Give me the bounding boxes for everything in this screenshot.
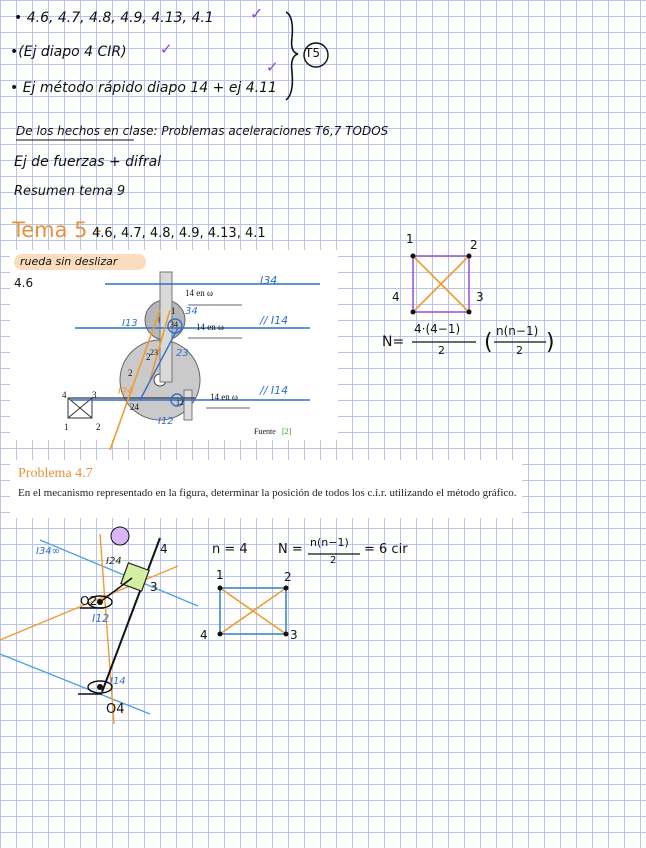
label-i12: I12 (158, 416, 174, 427)
fig2-label-i34: I34∞ (36, 546, 61, 557)
graph1-formula-num: 4·(4−1) (414, 322, 461, 336)
pt-3: 3 (92, 390, 97, 400)
graph1-formula-lhs: N= (382, 334, 405, 350)
tema-exercise-list: 4.6, 4.7, 4.8, 4.9, 4.13, 4.1 (92, 226, 266, 241)
note-resumen: Resumen tema 9 (14, 184, 126, 199)
pt-12: 12 (176, 398, 184, 407)
check-mark-3: ✓ (266, 58, 279, 76)
cir-graph-2 (214, 582, 294, 642)
problem-title: Problema 4.7 (18, 466, 93, 481)
tema-title: Tema 5 - (12, 218, 102, 242)
note-diapo-4: •(Ej diapo 4 CIR) (10, 44, 127, 60)
graph2-formula-rhs: = 6 cir (364, 542, 408, 557)
graph2-formula-den: 2 (330, 555, 337, 566)
graph1-node-2: 2 (470, 238, 478, 252)
label-34-blue: 34 (185, 306, 198, 317)
pt-2c: 2 (96, 422, 101, 432)
highlight-text: rueda sin deslizar (20, 255, 118, 268)
dim-top: 14 en ω (185, 288, 213, 298)
underline-clase (16, 138, 136, 142)
graph2-n-label: n = 4 (212, 542, 248, 557)
check-mark-1: ✓ (250, 4, 264, 23)
note-fuerzas: Ej de fuerzas + difral (14, 154, 162, 170)
graph2-formula-lhs: N = (278, 542, 303, 557)
pt-2b: 2 (128, 368, 133, 378)
label-i13: I13 (122, 318, 138, 329)
figure-4-6 (10, 250, 338, 440)
fig2-o2: O2 (80, 594, 98, 608)
note-aceleraciones: De los hechos en clase: Problemas aceleraciones T6,7 TODOS (16, 124, 389, 138)
mechanism-drawing-1 (10, 250, 338, 440)
graph1-formula-den: 2 (438, 344, 445, 357)
pt-34: 34 (170, 320, 178, 329)
graph2-node-4: 4 (200, 628, 208, 642)
graph1-node-4: 4 (392, 290, 400, 304)
pt-1: 1 (171, 306, 176, 316)
pt-23: 23 (150, 348, 158, 357)
paren-close: ) (546, 330, 555, 355)
fig2-label-i14: I14 (110, 676, 126, 687)
dim-bot: 14 en ω (210, 392, 238, 402)
fig2-label-i12: I12 (92, 612, 110, 625)
note-metodo-rapido: • Ej método rápido diapo 14 + ej 4.11 (10, 80, 277, 96)
fig2-label-i24: I24 (106, 556, 122, 567)
graph2-node-1: 1 (216, 568, 224, 582)
fig2-node-4: 4 (160, 542, 168, 556)
graph1-node-1: 1 (406, 232, 414, 246)
graph1-formula2-num: n(n−1) (496, 324, 539, 338)
pt-1b: 1 (64, 422, 69, 432)
label-23-blue: 23 (176, 348, 189, 359)
pt-2: 2 (146, 352, 151, 362)
paren-open: ( (484, 330, 493, 355)
graph2-formula-num: n(n−1) (310, 536, 349, 549)
cir-graph-1 (405, 248, 485, 328)
exercise-label: 4.6 (14, 276, 34, 290)
pt-4: 4 (62, 390, 67, 400)
brace-label: T5 (305, 46, 320, 60)
label-i14-a: // I14 (260, 314, 289, 327)
graph2-node-2: 2 (284, 570, 292, 584)
problem-box (10, 460, 522, 518)
pt-24: 24 (130, 402, 139, 412)
dim-mid: 14 en ω (196, 322, 224, 332)
graph1-node-3: 3 (476, 290, 484, 304)
fig2-node-3: 3 (150, 580, 158, 594)
label-i34: I34 (260, 274, 278, 287)
graph1-fraction-bar (412, 340, 478, 344)
graph1-formula2-den: 2 (516, 344, 523, 357)
fuente-ref: [2] (282, 427, 292, 436)
label-i14-b: // I14 (260, 384, 289, 397)
note-exercise-list: • 4.6, 4.7, 4.8, 4.9, 4.13, 4.1 (14, 10, 214, 26)
graph2-node-3: 3 (290, 628, 298, 642)
fuente-label: Fuente (254, 427, 276, 436)
fig2-o4: O4 (106, 702, 125, 717)
check-mark-2: ✓ (160, 40, 173, 58)
label-i24: I24 (118, 386, 134, 397)
problem-text: En el mecanismo representado en la figura, determinar la posición de todos los c.i.r. utilizando el método gráfico. (18, 487, 517, 499)
